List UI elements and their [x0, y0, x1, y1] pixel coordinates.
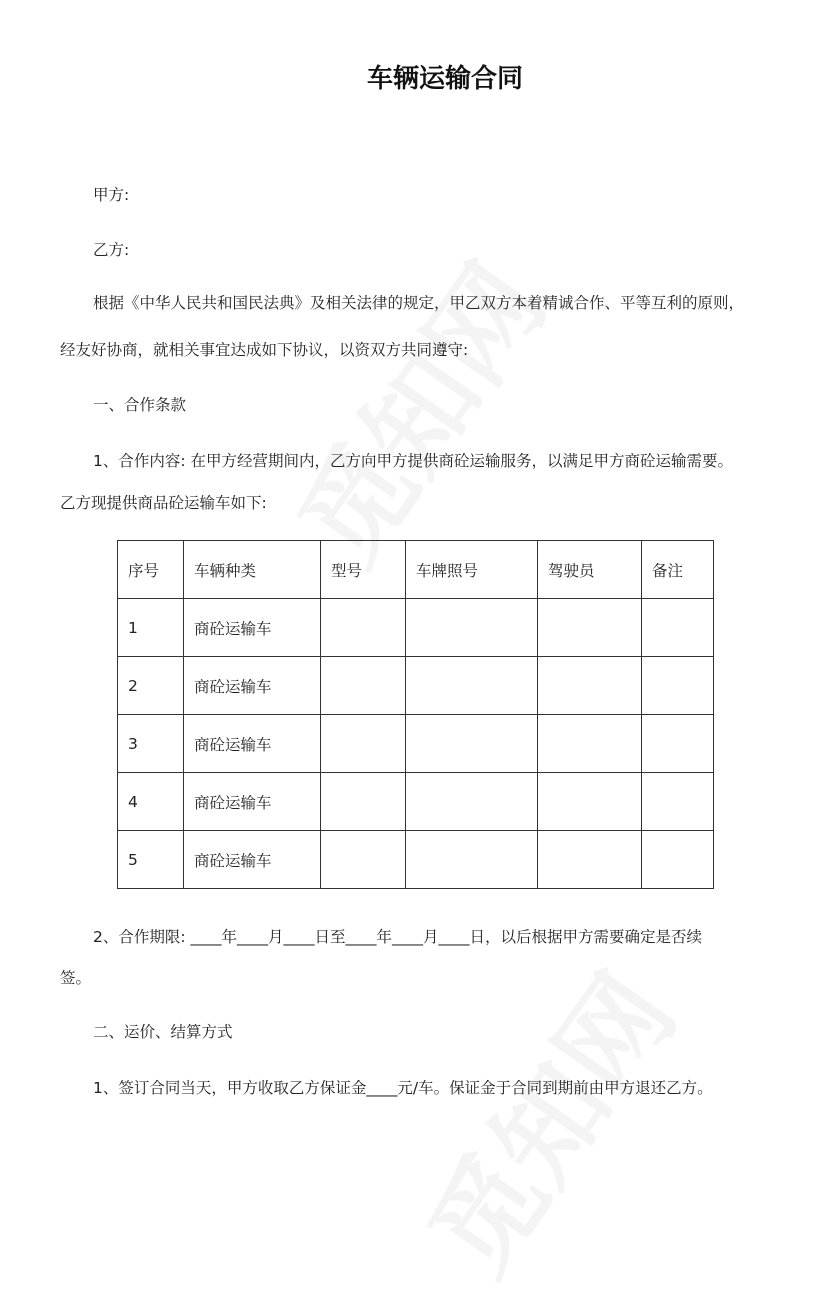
table-row [118, 599, 714, 657]
table-cell: 3 [118, 715, 184, 773]
table-cell [642, 715, 714, 773]
section-1-heading: 一、合作条款 [93, 396, 187, 414]
clause-2-1: 1、签订合同当天，甲方收取乙方保证金____元/车。保证金于合同到期前由甲方退还乙方。 [93, 1079, 713, 1097]
table-cell [538, 831, 642, 889]
table-cell [538, 599, 642, 657]
table-cell: 商砼运输车 [184, 715, 321, 773]
table-cell: 商砼运输车 [184, 599, 321, 657]
table-cell [406, 599, 538, 657]
table-cell [538, 715, 642, 773]
table-cell [642, 831, 714, 889]
table-cell [642, 657, 714, 715]
watermark [256, 229, 575, 590]
table-cell [321, 657, 406, 715]
party-a-label: 甲方: [93, 186, 130, 204]
header-cell: 车辆种类 [184, 541, 321, 599]
table-cell [406, 657, 538, 715]
table-cell [406, 773, 538, 831]
table-row [118, 715, 714, 773]
intro-line-2: 经友好协商，就相关事宜达成如下协议，以资双方共同遵守: [60, 341, 469, 359]
table-cell [642, 599, 714, 657]
table-cell [642, 773, 714, 831]
header-cell: 型号 [321, 541, 406, 599]
table-cell: 2 [118, 657, 184, 715]
section-2-heading: 二、运价、结算方式 [93, 1023, 233, 1041]
table-cell [538, 773, 642, 831]
table-cell [321, 599, 406, 657]
clause-1-line-2: 乙方现提供商品砼运输车如下: [60, 494, 267, 512]
watermark [386, 939, 705, 1299]
table-cell [321, 831, 406, 889]
clause-2-line-2: 签。 [60, 969, 92, 987]
header-cell: 备注 [642, 541, 714, 599]
party-b-label: 乙方: [93, 241, 130, 259]
table-cell: 商砼运输车 [184, 773, 321, 831]
table-cell [321, 715, 406, 773]
table-cell [538, 657, 642, 715]
table-cell: 1 [118, 599, 184, 657]
intro-line-1: 根据《中华人民共和国民法典》及相关法律的规定，甲乙双方本着精诚合作、平等互利的原则， [93, 294, 745, 312]
clause-1-line-1: 1、合作内容: 在甲方经营期间内，乙方向甲方提供商砼运输服务，以满足甲方商砼运输需要。 [93, 452, 734, 470]
table-row [118, 657, 714, 715]
clause-2-line-1: 2、合作期限: ____年____月____日至____年____月____日，以后根据甲方需要确定是否续 [93, 928, 703, 946]
table-cell [321, 773, 406, 831]
vehicle-table [117, 540, 714, 889]
table-cell: 商砼运输车 [184, 831, 321, 889]
table-cell: 商砼运输车 [184, 657, 321, 715]
table-cell: 5 [118, 831, 184, 889]
header-cell: 序号 [118, 541, 184, 599]
header-cell: 车牌照号 [406, 541, 538, 599]
document-title: 车辆运输合同 [366, 64, 523, 94]
table-cell [406, 715, 538, 773]
table-row [118, 773, 714, 831]
header-cell: 驾驶员 [538, 541, 642, 599]
table-cell [406, 831, 538, 889]
table-row [118, 831, 714, 889]
table-header-row [118, 541, 714, 599]
table-cell: 4 [118, 773, 184, 831]
